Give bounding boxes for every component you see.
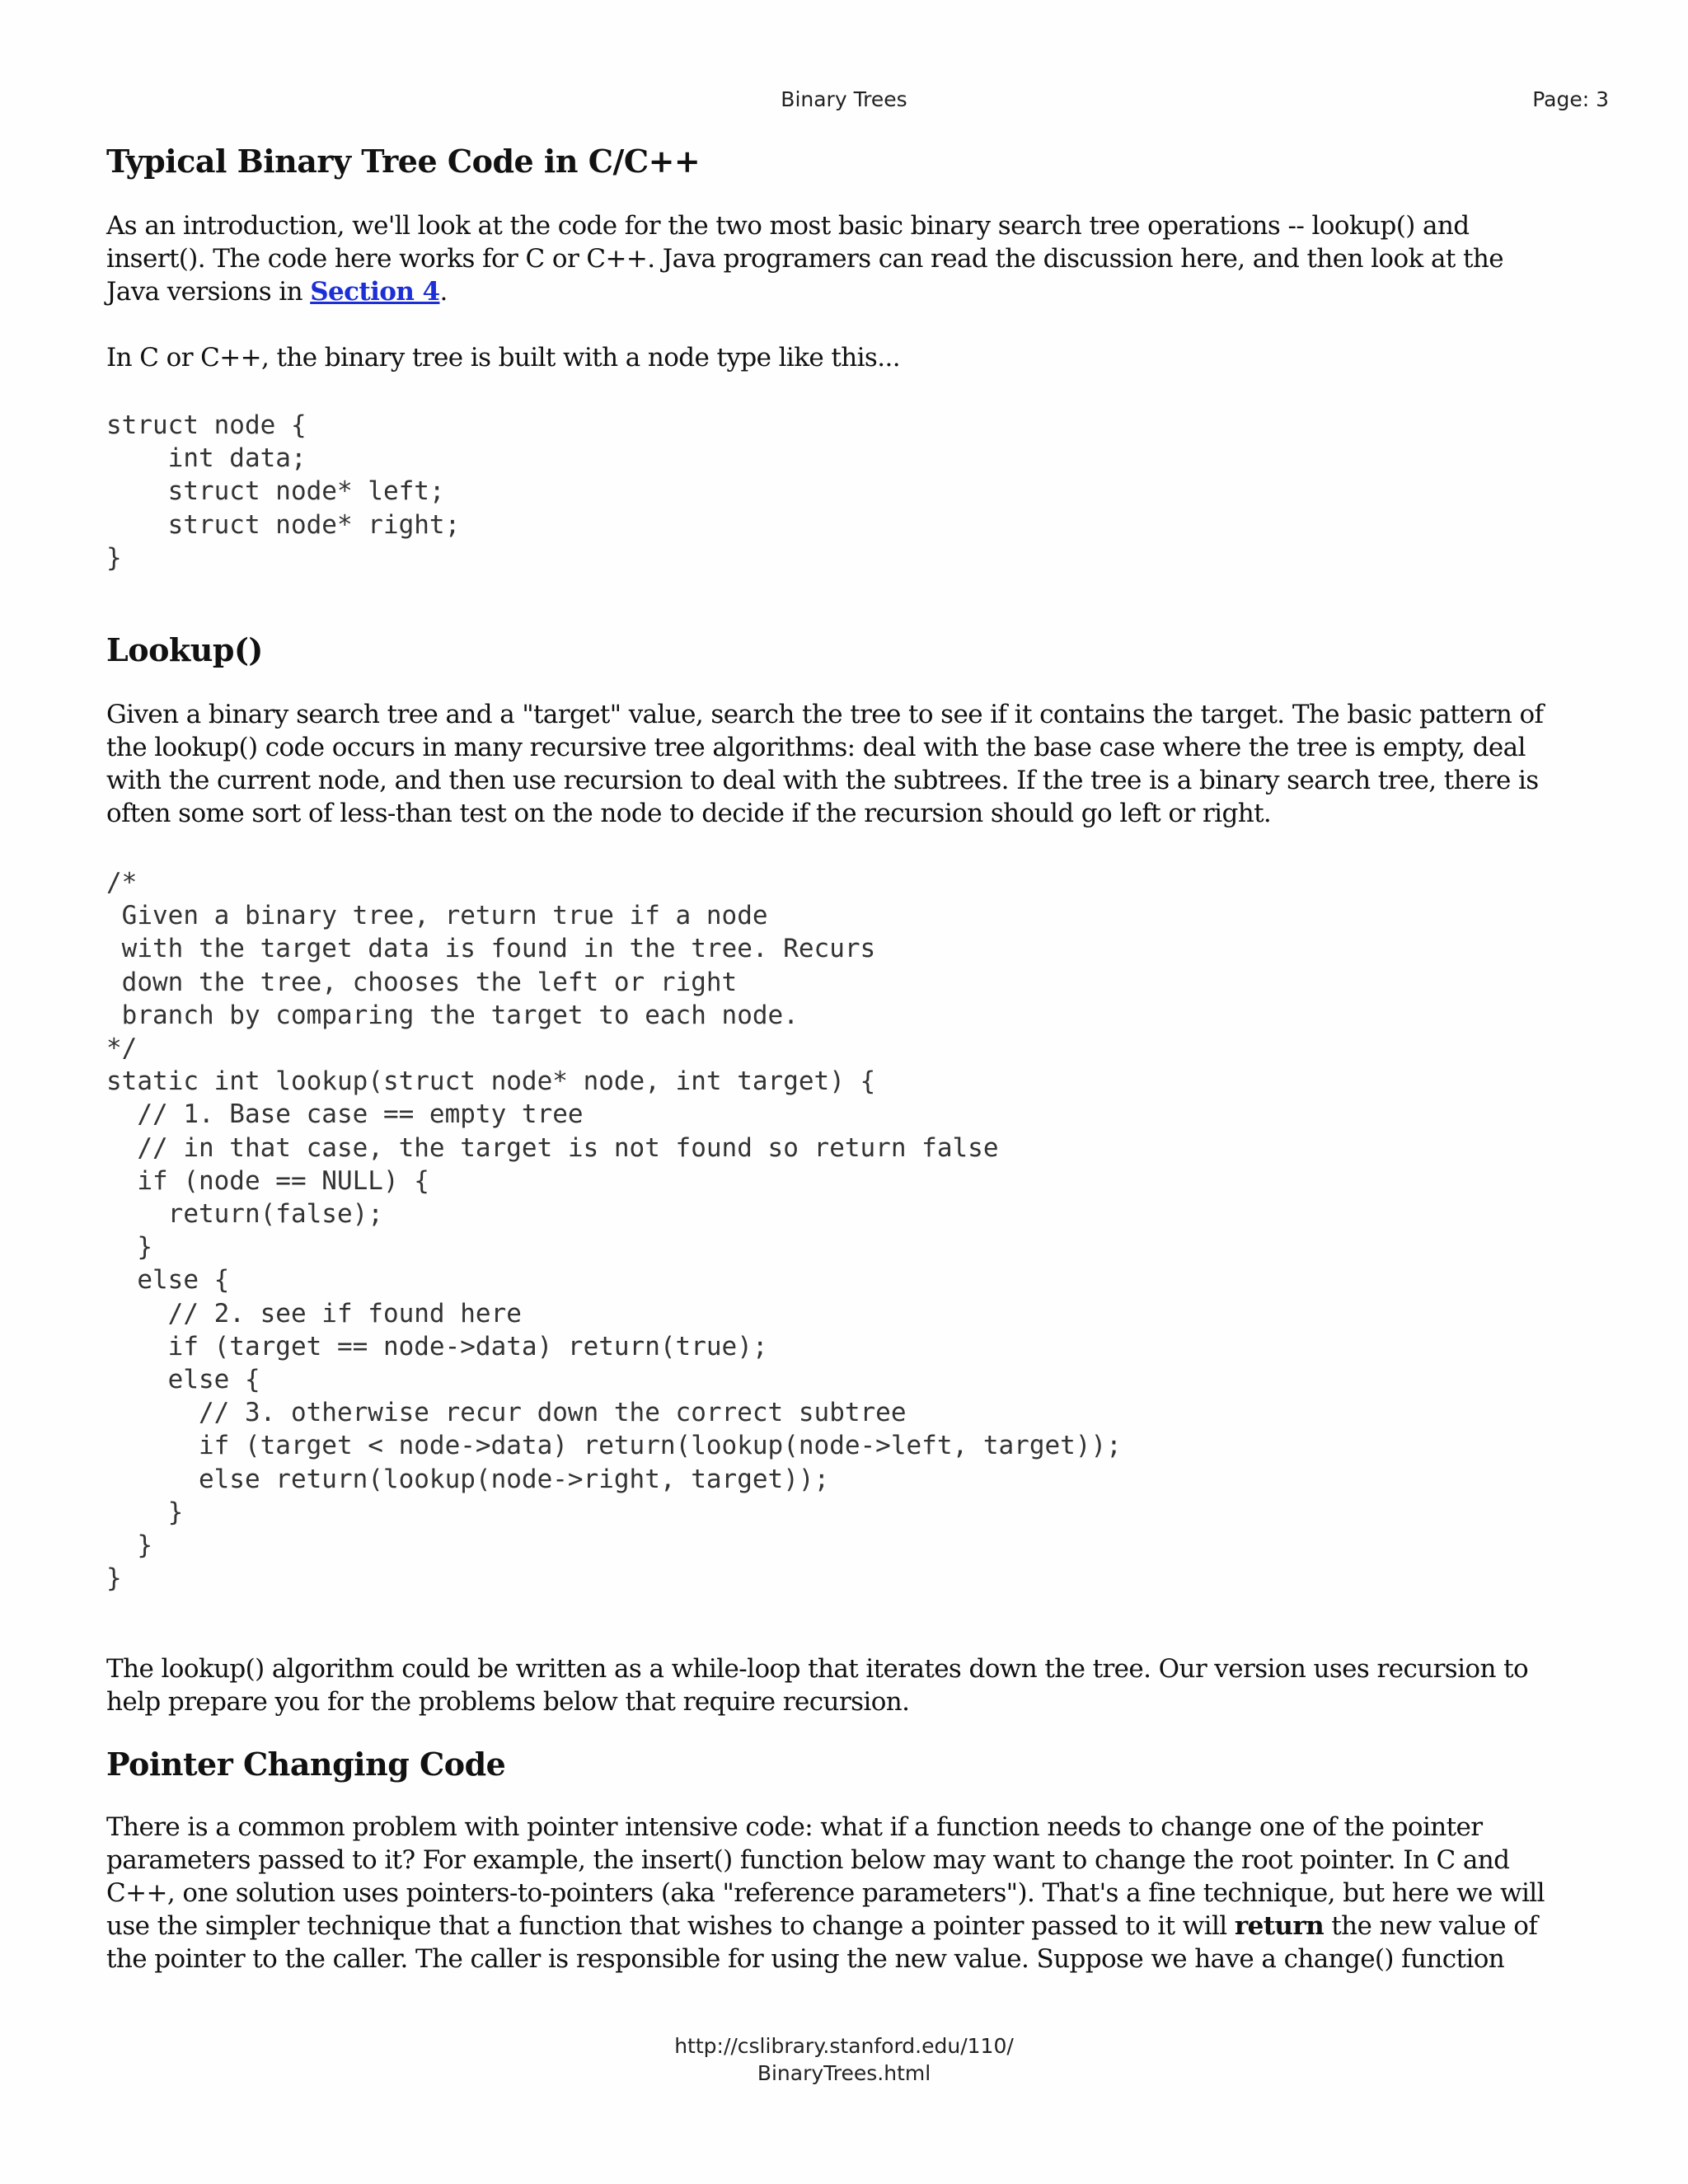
lookup-paragraph: Given a binary search tree and a "target" value, search the tree to see if it contains the target. The basic pattern of the lookup() code occurs in many recursive tree algorithms: deal with the base case where the tree is empty, deal with the current node, and then use recursion to deal with the subtrees. If the tree is a binary search tree, there is often some sort of less-than test on the node to decide if the recursion should go left or right. [106, 700, 1544, 829]
node-type-paragraph: In C or C++, the binary tree is built with a node type like this... [106, 343, 900, 373]
intro-text-end: . [439, 277, 448, 307]
section-4-link[interactable]: Section 4 [310, 277, 440, 307]
section-heading-pointer-changing: Pointer Changing Code [106, 1746, 506, 1783]
page-header-title: Binary Trees [781, 87, 907, 111]
lookup-code: /* Given a binary tree, return true if a node with the target data is found in the tree. Recurs down the tree, chooses the left or right branch by comparing the target to each node. */ static int lookup(struct node* node, int target) { // 1. Base case == empty tree // in that case, the target is not found so return false if (node == NULL) { return(false); } else { // 2. see if found here if (target == node->data) return(true); else { // 3. otherwise recur down the correct subtree if (target < node->data) return(lookup(node->left, target)); else return(lookup(node->right, target)); } } } [106, 868, 1122, 1594]
document-body [106, 142, 1557, 1975]
footer-url-line1: http://cslibrary.stanford.edu/110/ [674, 2034, 1014, 2058]
pointer-text: There is a common problem with pointer intensive code: what if a function needs to change one of the pointer parameters passed to it? For example, the insert() function below may want to change the root pointer. In C and C++, one solution uses pointers-to-pointers (aka "reference parameters"). That's a fine technique, but here we will use the simpler technique that a function that wishes to change a pointer passed to it will [106, 1812, 1545, 1942]
return-bold-text: return [1234, 1911, 1325, 1942]
footer-url-line2: BinaryTrees.html [757, 2061, 931, 2085]
pointer-text-end: the new value of the pointer to the caller. The caller is responsible for using the new value. Suppose we have a change() function [106, 1911, 1538, 1975]
pointer-paragraph [106, 1811, 1557, 1975]
section-heading-typical-code: Typical Binary Tree Code in C/C++ [106, 143, 701, 180]
page-footer [0, 2032, 1688, 2087]
page-number: Page: 3 [1532, 87, 1609, 111]
section-heading-lookup: Lookup() [106, 631, 263, 669]
lookup-after-code-paragraph: The lookup() algorithm could be written as a while-loop that iterates down the tree. Our version uses recursion to help prepare you for the problems below that require recursion. [106, 1654, 1529, 1718]
intro-paragraph [106, 209, 1557, 308]
intro-text: As an introduction, we'll look at the code for the two most basic binary search tree operations -- lookup() and insert(). The code here works for C or C++. Java programers can read the discussion here, and then look at the Java versions in [106, 211, 1503, 307]
struct-node-code: struct node { int data; struct node* left; struct node* right; } [106, 410, 461, 573]
